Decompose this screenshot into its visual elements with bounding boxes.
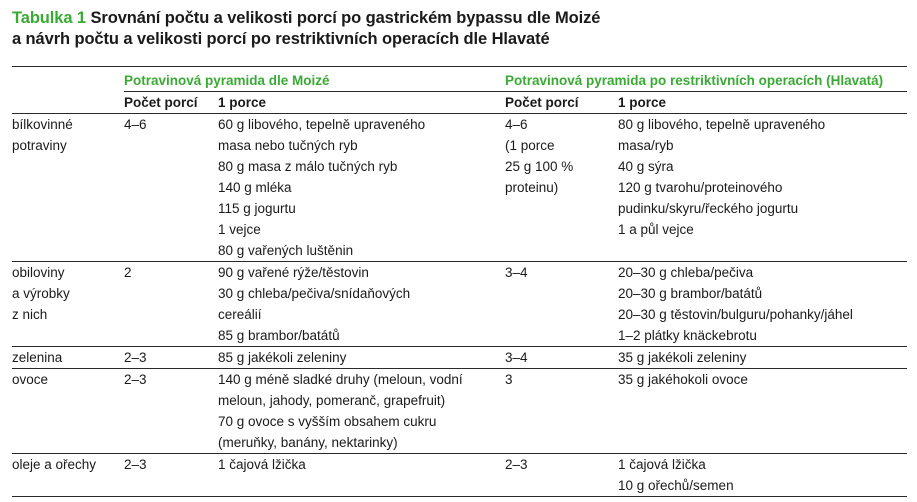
cell-line: 4–6 <box>124 117 147 132</box>
table-row <box>12 262 907 347</box>
cell-hlavata-portion <box>618 262 907 347</box>
group-header-empty <box>12 67 124 92</box>
cell-moize-count <box>124 454 218 497</box>
cell-category <box>12 454 124 497</box>
table-row <box>12 114 907 262</box>
cell-hlavata-portion <box>618 369 907 454</box>
cell-line: masa nebo tučných ryb <box>218 138 358 153</box>
cell-line: cereálií <box>218 307 262 322</box>
cell-hlavata-count <box>505 262 618 347</box>
cell-moize-portion <box>218 454 505 497</box>
cell-line: oleje a ořechy <box>12 457 97 472</box>
cell-hlavata-count <box>505 347 618 369</box>
cell-line: 2 <box>124 265 132 280</box>
cell-line: bílkovinné <box>12 117 73 132</box>
cell-line: 40 g sýra <box>618 159 674 174</box>
cell-line: 2–3 <box>124 372 147 387</box>
column-header-hlavata-count: Počet porcí <box>505 92 618 114</box>
cell-moize-count <box>124 347 218 369</box>
cell-line: 85 g brambor/batátů <box>218 328 340 343</box>
cell-moize-portion <box>218 114 505 262</box>
column-header-moize-count: Počet porcí <box>124 92 218 114</box>
portion-comparison-table <box>12 66 907 497</box>
cell-line: pudinku/skyru/řeckého jogurtu <box>618 201 799 216</box>
cell-line: 3–4 <box>505 265 528 280</box>
cell-line: 60 g libového, tepelně upraveného <box>218 117 426 132</box>
cell-line: 1 a půl vejce <box>618 222 694 237</box>
cell-line: 3–4 <box>505 350 528 365</box>
table-row <box>12 347 907 369</box>
cell-line: 90 g vařené rýže/těstovin <box>218 265 369 280</box>
cell-line: proteinu) <box>505 180 559 195</box>
cell-line: (meruňky, banány, nektarinky) <box>218 435 398 450</box>
cell-line: meloun, jahody, pomeranč, grapefruit) <box>218 393 446 408</box>
cell-line: ovoce <box>12 372 49 387</box>
cell-line: 70 g ovoce s vyšším obsahem cukru <box>218 414 437 429</box>
column-header-row <box>12 92 907 114</box>
cell-line: 30 g chleba/pečiva/snídaňových <box>218 286 411 301</box>
cell-line: 1 vejce <box>218 222 261 237</box>
cell-hlavata-count <box>505 369 618 454</box>
cell-line: masa/ryb <box>618 138 674 153</box>
cell-category <box>12 262 124 347</box>
column-header-hlavata-portion: 1 porce <box>618 92 907 114</box>
cell-line: (1 porce <box>505 138 555 153</box>
cell-hlavata-count <box>505 114 618 262</box>
table-row <box>12 454 907 497</box>
cell-category <box>12 114 124 262</box>
cell-hlavata-portion <box>618 454 907 497</box>
column-header-empty <box>12 92 124 114</box>
cell-moize-count <box>124 262 218 347</box>
cell-line: 35 g jakékoli zeleniny <box>618 350 747 365</box>
cell-line: 120 g tvarohu/proteinového <box>618 180 783 195</box>
cell-line: 2–3 <box>505 457 528 472</box>
cell-hlavata-portion <box>618 114 907 262</box>
cell-line: obiloviny <box>12 265 65 280</box>
group-header-row <box>12 67 907 92</box>
cell-line: z nich <box>12 307 48 322</box>
table-caption <box>12 8 907 50</box>
cell-line: 20–30 g těstovin/bulguru/pohanky/jáhel <box>618 307 853 322</box>
cell-line: 1–2 plátky knäckebrotu <box>618 328 757 343</box>
group-header-hlavata: Potravinová pyramida po restriktivních operacích (Hlavatá) <box>505 67 907 92</box>
cell-line: 115 g jogurtu <box>218 201 296 216</box>
table-row <box>12 369 907 454</box>
column-header-moize-portion: 1 porce <box>218 92 505 114</box>
cell-category <box>12 369 124 454</box>
cell-moize-count <box>124 114 218 262</box>
cell-line: 3 <box>505 372 513 387</box>
cell-moize-portion <box>218 369 505 454</box>
cell-line: 1 čajová lžička <box>618 457 706 472</box>
cell-line: 1 čajová lžička <box>218 457 306 472</box>
cell-line: 35 g jakéhokoli ovoce <box>618 372 748 387</box>
caption-line-1 <box>12 8 907 29</box>
cell-line: 2–3 <box>124 457 147 472</box>
cell-moize-count <box>124 369 218 454</box>
cell-line: 20–30 g brambor/batátů <box>618 286 763 301</box>
cell-line: 2–3 <box>124 350 147 365</box>
cell-moize-portion <box>218 347 505 369</box>
cell-line: 20–30 g chleba/pečiva <box>618 265 754 280</box>
caption-text-1: Srovnání počtu a velikosti porcí po gastrickém bypassu dle Moizé <box>86 9 601 27</box>
cell-line: 4–6 <box>505 117 528 132</box>
group-header-moize: Potravinová pyramida dle Moizé <box>124 67 505 92</box>
cell-line: 140 g méně sladké druhy (meloun, vodní <box>218 372 463 387</box>
cell-hlavata-portion <box>618 347 907 369</box>
cell-line: 85 g jakékoli zeleniny <box>218 350 347 365</box>
cell-line: 25 g 100 % <box>505 159 574 174</box>
cell-category <box>12 347 124 369</box>
caption-line-2: a návrh počtu a velikosti porcí po restriktivních operacích dle Hlavaté <box>12 30 550 48</box>
cell-moize-portion <box>218 262 505 347</box>
cell-line: potraviny <box>12 138 67 153</box>
cell-line: 140 g mléka <box>218 180 292 195</box>
cell-line: a výrobky <box>12 286 70 301</box>
table-number: Tabulka 1 <box>12 9 86 27</box>
cell-line: 10 g ořechů/semen <box>618 478 734 493</box>
cell-line: 80 g libového, tepelně upraveného <box>618 117 826 132</box>
cell-line: 80 g vařených luštěnin <box>218 243 354 258</box>
cell-line: 80 g masa z málo tučných ryb <box>218 159 398 174</box>
cell-line: zelenina <box>12 350 63 365</box>
cell-hlavata-count <box>505 454 618 497</box>
